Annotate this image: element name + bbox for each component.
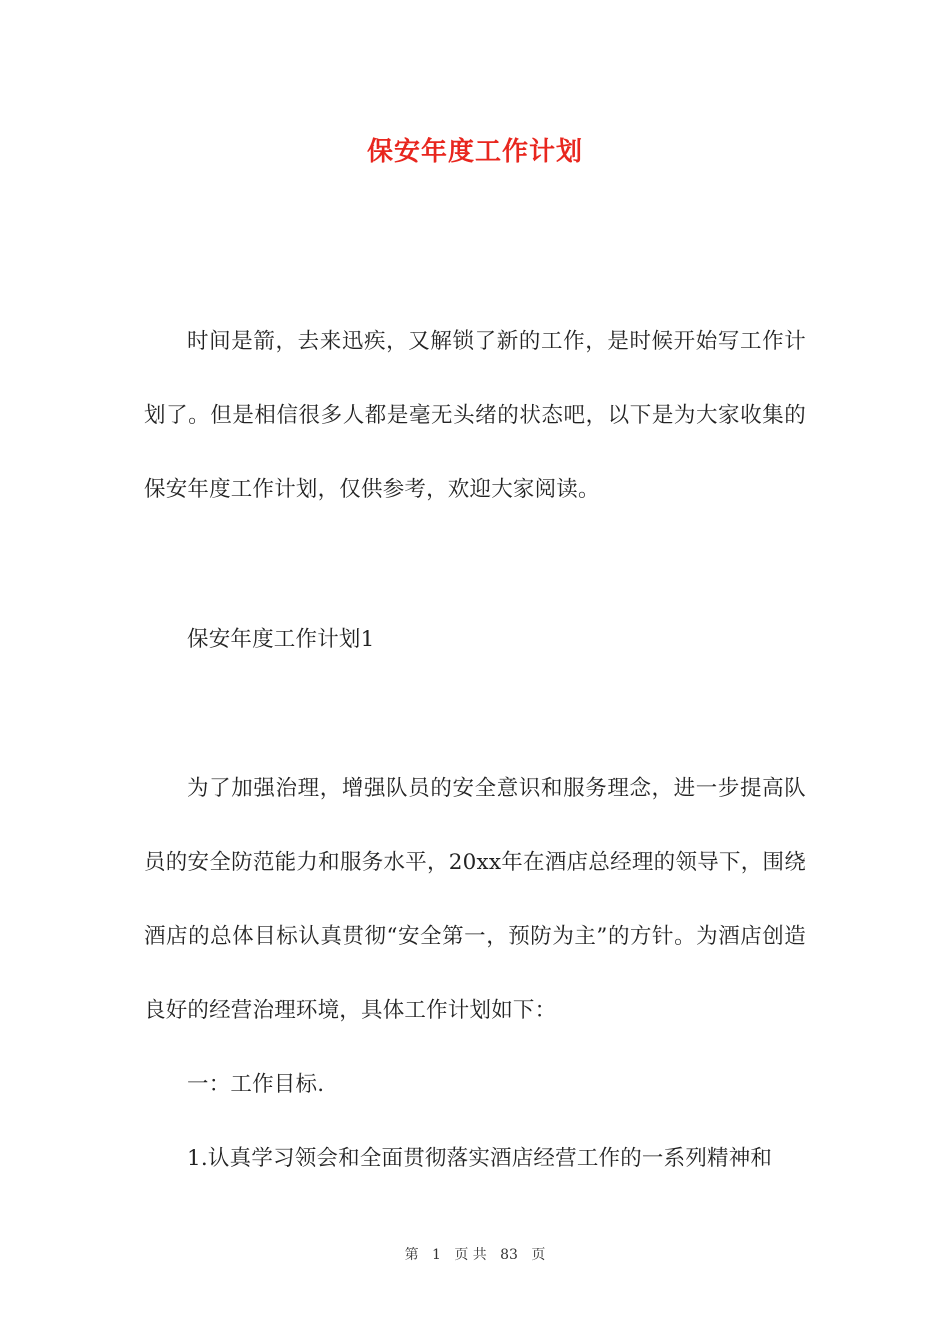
footer-prefix: 第 [404,1247,419,1263]
page-footer [0,1244,950,1264]
intro-paragraph: 时间是箭，去来迅疾，又解锁了新的工作，是时候开始写工作计划了。但是相信很多人都是毫无头绪的状态吧，以下是为大家收集的保安年度工作计划，仅供参考，欢迎大家阅读。 [144,329,806,502]
footer-suffix: 页 [531,1247,546,1263]
section-heading: 保安年度工作计划1 [187,627,375,652]
footer-middle: 页 共 [454,1247,487,1263]
footer-total-pages: 83 [500,1247,518,1263]
intro-section [144,305,806,527]
footer-current-page: 1 [432,1247,441,1263]
body-paragraph: 为了加强治理，增强队员的安全意识和服务理念，进一步提高队员的安全防范能力和服务水平，20xx年在酒店总经理的领导下，围绕酒店的总体目标认真贯彻“安全第一，预防为主”的方针。为酒店创造良好的经营治理环境，具体工作计划如下： [144,776,806,1023]
body-paragraph: 1.认真学习领会和全面贯彻落实酒店经营工作的一系列精神和 [187,1146,773,1171]
document-title: 保安年度工作计划 [366,137,583,167]
goal-heading: 一：工作目标. [187,1072,325,1097]
main-section [144,752,806,1196]
section-heading-block [144,603,806,677]
